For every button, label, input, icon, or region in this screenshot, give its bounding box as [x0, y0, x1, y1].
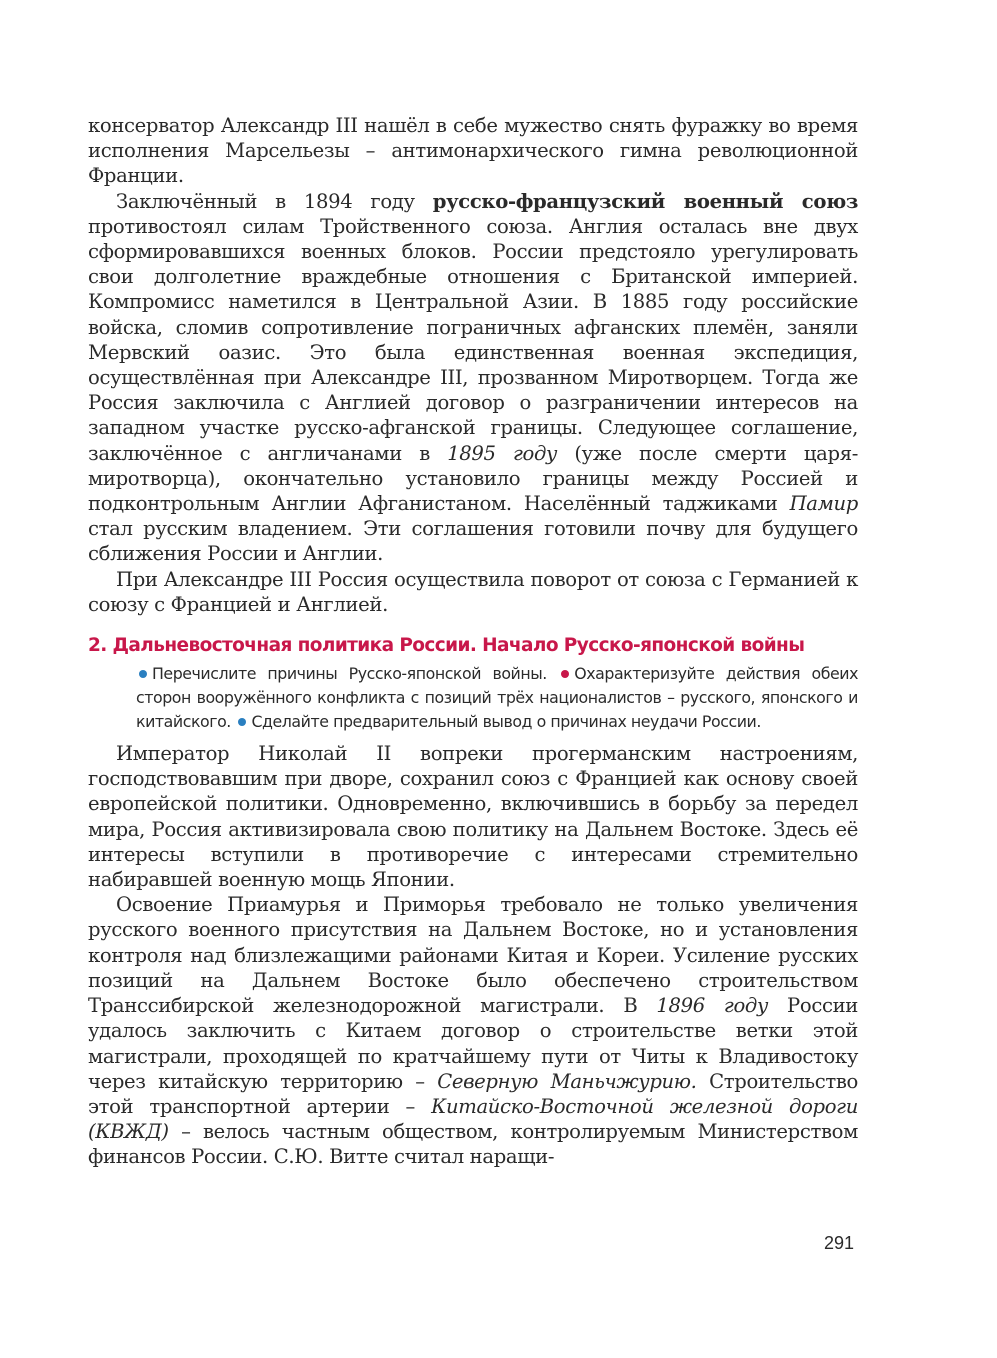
text-run: – велось частным обществом, контролируемым Министерством финансов России. С.Ю. Витте считал наращи- — [88, 1120, 858, 1169]
bullet-icon — [238, 718, 246, 726]
italic-date: 1896 году — [656, 994, 768, 1018]
italic-term: Северную Маньчжурию. — [437, 1069, 697, 1093]
italic-date: 1895 году — [447, 441, 558, 465]
bullet-icon — [561, 670, 569, 678]
task-block — [136, 662, 858, 734]
page-body — [88, 113, 858, 1170]
bold-term: русско-французский военный союз — [432, 189, 858, 213]
italic-term: Китайско-Восточной железной дороги (КВЖД) — [88, 1094, 858, 1144]
text-run: противостоял силам Тройственного союза. Англия осталась вне двух сформировавшихся военных блоков. России предстояло урегулировать свои долголетние враждебные отношения с Британской империей. Компромисс наметился в Центральной Азии. В 1885 году российские войска, сломив сопротивление пограничных афганских племён, заняли Мервский оазис. Это была единственная военная экспедиция, осуществлённая при Александре III, прозванном Миротворцем. Тогда же Россия заключила с Англией договор о разграничении интересов на западном участке русско-афганской границы. Следующее соглашение, заключённое с англичанами в — [88, 214, 858, 465]
paragraph-2 — [88, 189, 858, 567]
text-run: (уже после смерти царя-миротворца), окончательно установило границы между Россией и подконтрольным Англии Афганистаном. Населённый таджиками — [88, 441, 858, 516]
paragraph-3: При Александре III Россия осуществила поворот от союза с Германией к союзу с Францией и Англией. — [88, 567, 858, 616]
task-item: Сделайте предварительный вывод о причинах неудачи России. — [251, 712, 761, 732]
text-run: стал русским владением. Эти соглашения готовили почву для будущего сближения России и Англии. — [88, 517, 858, 566]
text-run: Освоение Приамурья и Приморья требовало не только увеличения русского военного присутствия на Дальнем Востоке, но и установления контроля над близлежащими районами Китая и Кореи. Усиление русских позиций на Дальнем Востоке было обеспечено строительством Транссибирской железнодорожной магистрали. В — [88, 893, 858, 1018]
italic-term: Памир — [789, 492, 858, 516]
paragraph-4: Император Николай II вопреки прогерманским настроениям, господствовавшим при дворе, сохранил союз с Францией как основу своей европейской политики. Одновременно, включившись в борьбу за передел мира, Россия активизировала свою политику на Дальнем Востоке. Здесь её интересы вступили в противоречие с интересами стремительно набиравшей военную мощь Японии. — [88, 742, 858, 892]
section-heading: 2. Дальневосточная политика России. Начало Русско-японской войны — [88, 635, 805, 657]
text-run: России удалось заключить с Китаем договор о строительстве ветки этой магистрали, проходящей по кратчайшему пути от Читы к Владивостоку через китайскую территорию – — [88, 994, 858, 1093]
paragraph-1: консерватор Александр III нашёл в себе мужество снять фуражку во время исполнения Марсельезы – антимонархического гимна революционной Франции. — [88, 114, 858, 188]
page-number: 291 — [824, 1233, 855, 1253]
text-run: Заключённый в 1894 году — [116, 189, 433, 213]
text-run: Строительство этой транспортной артерии – — [88, 1069, 858, 1118]
paragraph-5 — [88, 892, 858, 1169]
task-item: Перечислите причины Русско-японской войны. — [152, 664, 547, 684]
bullet-icon — [139, 670, 147, 678]
task-item: Охарактеризуйте действия обеих сторон вооружённого конфликта с позиций трёх националистов – русского, японского и китайского. — [136, 664, 858, 732]
